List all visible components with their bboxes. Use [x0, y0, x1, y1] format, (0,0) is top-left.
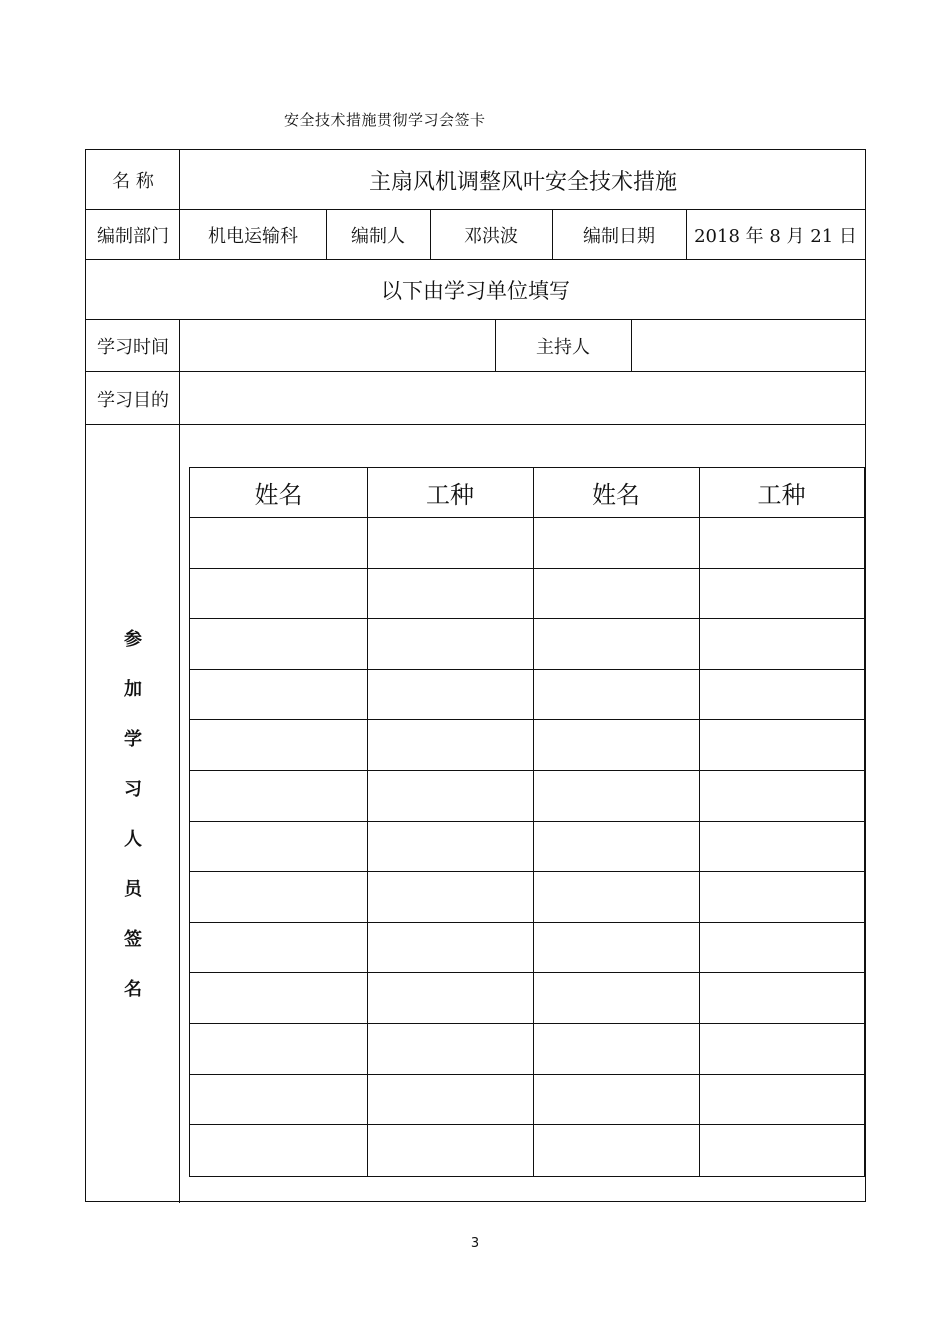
- signature-name-cell[interactable]: [533, 618, 699, 669]
- author-label: 编制人: [351, 226, 405, 247]
- signature-name-cell[interactable]: [533, 922, 699, 973]
- signature-name-cell[interactable]: [190, 669, 367, 720]
- signature-job-cell[interactable]: [699, 568, 864, 619]
- signature-table: [189, 467, 865, 1177]
- dept-label: 编制部门: [97, 226, 169, 247]
- signature-job-cell[interactable]: [367, 922, 533, 973]
- signature-name-cell[interactable]: [533, 871, 699, 922]
- host-field[interactable]: [631, 320, 865, 372]
- study-time-label: 学习时间: [97, 337, 169, 358]
- signature-job-cell[interactable]: [699, 618, 864, 669]
- signature-job-cell[interactable]: [367, 770, 533, 821]
- dept-value[interactable]: 机电运输科: [208, 226, 298, 247]
- signature-name-cell[interactable]: [190, 517, 367, 568]
- study-time-field[interactable]: [180, 320, 495, 372]
- author-value[interactable]: 邓洪波: [464, 226, 518, 247]
- host-label: 主持人: [536, 337, 590, 358]
- signature-name-cell[interactable]: [190, 770, 367, 821]
- signature-job-cell[interactable]: [367, 618, 533, 669]
- name-value[interactable]: 主扇风机调整风叶安全技术措施: [368, 169, 677, 195]
- side-label-char: 签: [124, 929, 142, 950]
- signature-name-cell[interactable]: [190, 618, 367, 669]
- signature-name-cell[interactable]: [190, 1124, 367, 1175]
- sign-off-form: [85, 149, 866, 1202]
- fill-instruction: 以下由学习单位填写: [381, 279, 570, 303]
- signature-job-cell[interactable]: [699, 821, 864, 872]
- column-header-name: 姓名: [254, 481, 303, 509]
- signature-name-cell[interactable]: [533, 669, 699, 720]
- column-header-job: 工种: [757, 481, 806, 509]
- signature-job-cell[interactable]: [367, 719, 533, 770]
- signature-side-label: [86, 425, 180, 1203]
- signature-name-cell[interactable]: [533, 770, 699, 821]
- signature-name-cell[interactable]: [533, 1124, 699, 1175]
- signature-job-cell[interactable]: [367, 669, 533, 720]
- signature-job-cell[interactable]: [367, 972, 533, 1023]
- signature-job-cell[interactable]: [699, 1023, 864, 1074]
- signature-name-cell[interactable]: [190, 821, 367, 872]
- signature-job-cell[interactable]: [699, 770, 864, 821]
- date-value[interactable]: 2018 年 8 月 21 日: [694, 226, 857, 247]
- signature-name-cell[interactable]: [190, 1074, 367, 1125]
- purpose-label: 学习目的: [97, 389, 169, 411]
- signature-job-cell[interactable]: [699, 871, 864, 922]
- divider: [86, 424, 865, 425]
- signature-name-cell[interactable]: [190, 871, 367, 922]
- signature-name-cell[interactable]: [190, 972, 367, 1023]
- side-label-char: 加: [124, 679, 142, 700]
- signature-job-cell[interactable]: [367, 517, 533, 568]
- signature-job-cell[interactable]: [699, 1074, 864, 1125]
- side-label-char: 学: [124, 729, 142, 750]
- signature-job-cell[interactable]: [699, 517, 864, 568]
- signature-name-cell[interactable]: [533, 517, 699, 568]
- signature-job-cell[interactable]: [367, 1074, 533, 1125]
- signature-job-cell[interactable]: [699, 719, 864, 770]
- signature-job-cell[interactable]: [367, 568, 533, 619]
- column-header-job: 工种: [426, 481, 474, 509]
- signature-name-cell[interactable]: [533, 568, 699, 619]
- signature-job-cell[interactable]: [699, 922, 864, 973]
- side-label-char: 名: [124, 979, 142, 1000]
- side-label-char: 参: [124, 629, 142, 650]
- signature-name-cell[interactable]: [190, 922, 367, 973]
- signature-name-cell[interactable]: [533, 1074, 699, 1125]
- signature-name-cell[interactable]: [190, 719, 367, 770]
- column-header-name: 姓名: [592, 481, 640, 509]
- signature-job-cell[interactable]: [699, 972, 864, 1023]
- signature-job-cell[interactable]: [367, 1023, 533, 1074]
- signature-name-cell[interactable]: [533, 1023, 699, 1074]
- side-label-char: 员: [124, 879, 142, 900]
- signature-name-cell[interactable]: [533, 719, 699, 770]
- signature-job-cell[interactable]: [367, 1124, 533, 1175]
- signature-name-cell[interactable]: [533, 972, 699, 1023]
- signature-name-cell[interactable]: [533, 821, 699, 872]
- date-label: 编制日期: [583, 226, 655, 247]
- signature-job-cell[interactable]: [699, 669, 864, 720]
- side-label-char: 人: [124, 829, 142, 850]
- side-label-char: 习: [124, 779, 142, 800]
- page-number: 3: [470, 1236, 480, 1251]
- purpose-field[interactable]: [180, 372, 865, 425]
- signature-name-cell[interactable]: [190, 1023, 367, 1074]
- name-label: 名 称: [112, 171, 154, 192]
- signature-job-cell[interactable]: [367, 821, 533, 872]
- signature-job-cell[interactable]: [367, 871, 533, 922]
- signature-name-cell[interactable]: [190, 568, 367, 619]
- document-title: 安全技术措施贯彻学习会签卡: [284, 111, 486, 129]
- signature-job-cell[interactable]: [699, 1124, 864, 1175]
